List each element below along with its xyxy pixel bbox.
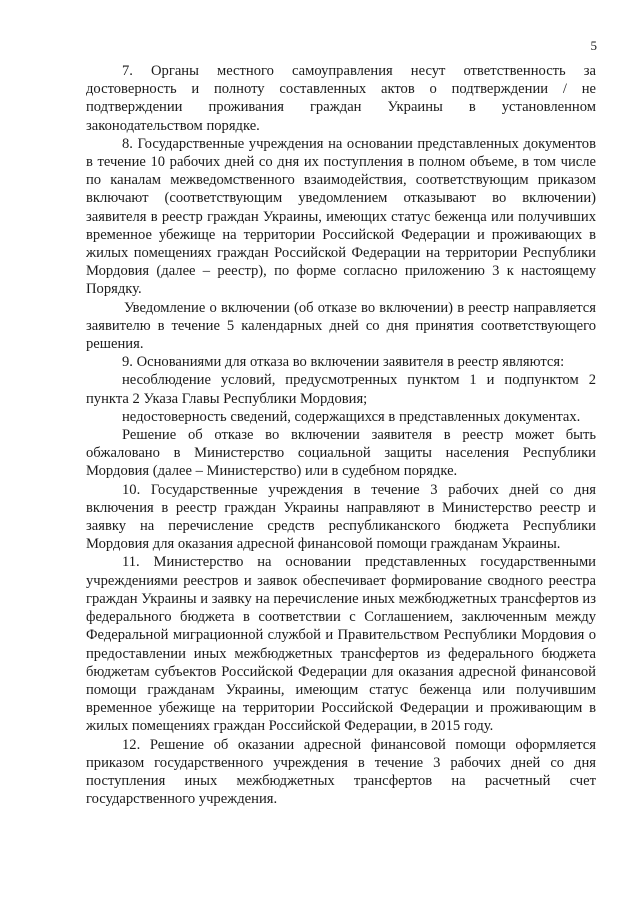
paragraph-7: 7. Органы местного самоуправления несут ответственность за достоверность и полноту составленных актов о подтверждении / не подтверждении проживания граждан Украины в установленном законодательством порядке. (86, 63, 596, 134)
paragraph-12: 12. Решение об оказании адресной финансовой помощи оформляется приказом государственного учреждения в течение 3 рабочих дней со дня поступления иных межбюджетных трансфертов на расчетный счет государственного учреждения. (86, 736, 596, 808)
paragraph-10: 10. Государственные учреждения в течение 3 рабочих дней со дня включения в реестр граждан Украины направляют в Министерство реестр и заявку на перечисление средств республиканского бюджета Республики Мордовия для оказания адресной финансовой помощи гражданам Украины. (86, 481, 596, 553)
paragraph-9: 9. Основаниями для отказа во включении заявителя в реестр являются: (122, 354, 565, 371)
paragraph-9-item-2: недостоверность сведений, содержащихся в представленных документах. (122, 408, 581, 425)
paragraph-11: 11. Министерство на основании представленных государственными учреждениями реестров и заявок обеспечивает формирование сводного реестра граждан Украины и заявку на перечисление иных межбюджетных трансфертов из федерального бюджета в соответствии с Соглашением, заключенным между Федеральной миграционной службой и Правительством Республики Мордовия о предоставлении иных межбюджетных трансфертов из федерального бюджета бюджетам субъектов Российской Федерации для оказания адресной финансовой помощи гражданам Украины, имеющим статус беженца или получившим временное убежище на территории Российской Федерации и проживающим в жилых помещениях граждан Российской Федерации, в 2015 году. (86, 554, 596, 735)
page-number: 5 (590, 38, 597, 53)
paragraph-8: 8. Государственные учреждения на основании представленных документов в течение 10 рабочих дней со дня их поступления в полном объеме, в том числе по каналам межведомственного взаимодействия, соответствующим приказом включают (соответствующим уведомлением отказывают во включении) заявителя в реестр граждан Украины, имеющих статус беженца или получивших временное убежище на территории Российской Федерации и проживающих в жилых помещениях граждан Российской Федерации на территории Республики Мордовия (далее – реестр), по форме согласно приложению 3 к настоящему Порядку. (86, 135, 596, 298)
paragraph-9-item-1: несоблюдение условий, предусмотренных пунктом 1 и подпунктом 2 пункта 2 Указа Главы Республики Мордовия; (86, 372, 596, 407)
paragraph-8-notification: Уведомление о включении (об отказе во включении) в реестр направляется заявителю в течение 5 календарных дней со дня принятия соответствующего решения. (86, 299, 596, 353)
paragraph-9-appeal: Решение об отказе во включении заявителя в реестр может быть обжаловано в Министерство социальной защиты населения Республики Мордовия (далее – Министерство) или в судебном порядке. (86, 427, 596, 480)
document-body (86, 62, 596, 808)
